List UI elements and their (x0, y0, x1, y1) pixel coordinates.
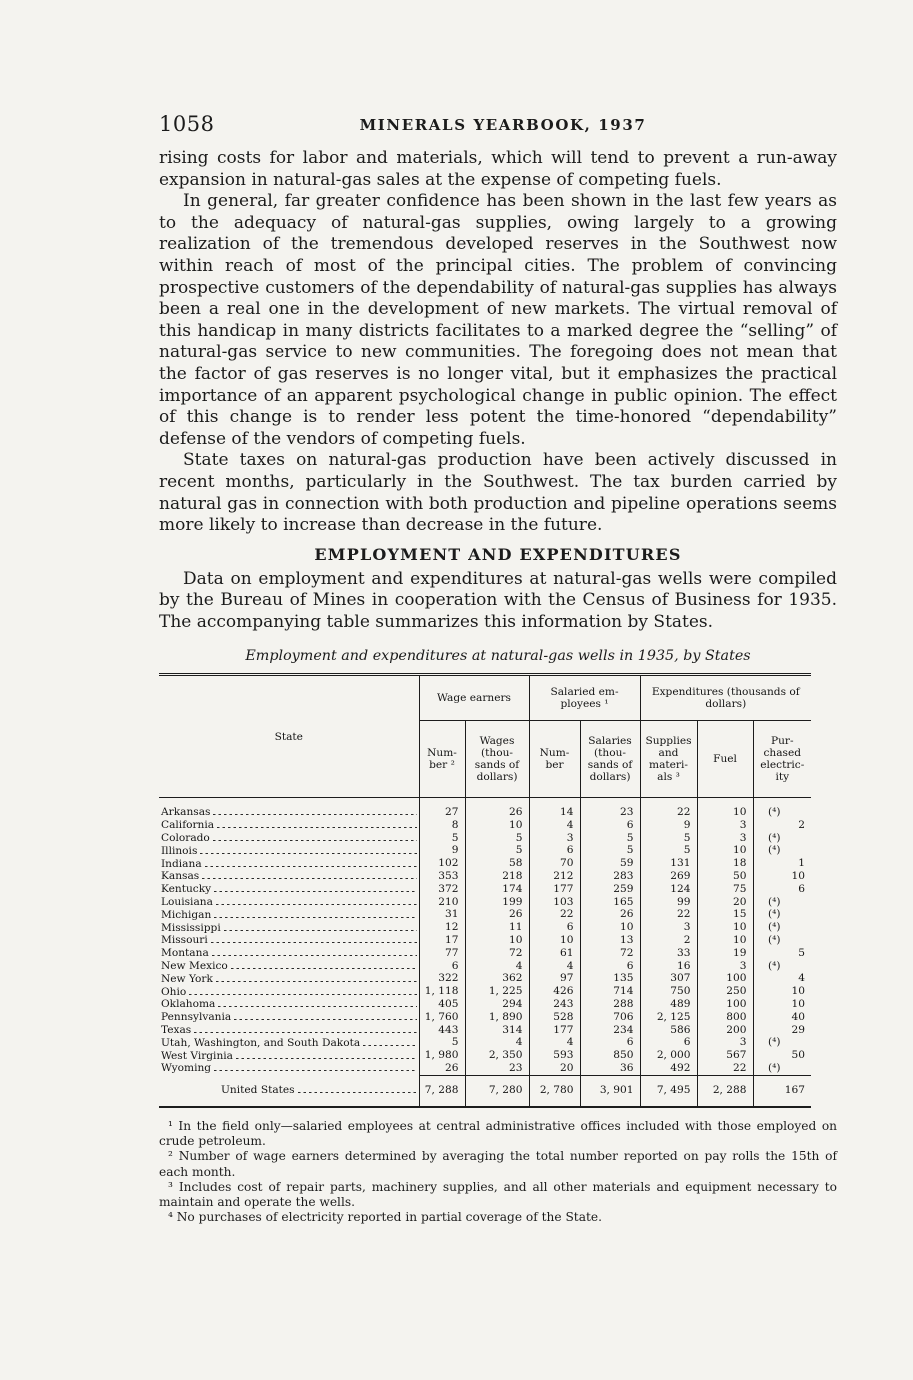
value-cell: 6 (580, 960, 640, 973)
value-cell: 77 (419, 947, 465, 960)
state-label: New York (161, 972, 213, 985)
footnote-1-text: In the field only—salaried employees at central administrative offices included with those employed on crude petroleum. (159, 1119, 838, 1149)
value-cell: 3 (697, 960, 753, 973)
value-cell: 294 (465, 998, 529, 1011)
value-cell: 850 (580, 1050, 640, 1063)
value-cell: 7, 495 (640, 1075, 697, 1107)
value-cell: 70 (529, 858, 580, 871)
table-row (159, 1011, 811, 1024)
value-cell: 10 (697, 922, 753, 935)
value-cell: 5 (419, 832, 465, 845)
state-label: Kansas (161, 870, 200, 883)
value-cell: 5 (465, 845, 529, 858)
value-cell: 218 (465, 870, 529, 883)
table-row (159, 909, 811, 922)
value-cell: 492 (640, 1062, 697, 1075)
page-content (159, 112, 837, 1225)
value-cell: 2, 350 (465, 1050, 529, 1063)
value-cell: 405 (419, 998, 465, 1011)
footnote-1 (159, 1119, 837, 1149)
value-cell: 3 (529, 832, 580, 845)
dotted-leader (234, 1011, 416, 1020)
value-cell: 22 (640, 909, 697, 922)
value-cell: 165 (580, 896, 640, 909)
dotted-leader (218, 998, 416, 1007)
state-label: Utah, Washington, and South Dakota (161, 1036, 361, 1049)
value-cell: 50 (697, 870, 753, 883)
state-label: Indiana (161, 857, 202, 870)
value-cell: 6 (580, 1037, 640, 1050)
table-header (159, 675, 811, 798)
value-cell: 5 (640, 832, 697, 845)
value-cell: 1 (753, 858, 811, 871)
table-total-row (159, 1075, 811, 1107)
value-cell: 6 (640, 1037, 697, 1050)
table-row (159, 1062, 811, 1075)
value-cell: 5 (753, 947, 811, 960)
dotted-leader (194, 1024, 416, 1033)
value-cell: 72 (465, 947, 529, 960)
footnote-4-text: No purchases of electricity reported in partial coverage of the State. (176, 1210, 602, 1225)
column-header-wages: Wages (thousands of dollars) (465, 721, 529, 798)
state-cell (159, 998, 419, 1011)
value-cell: 10 (529, 934, 580, 947)
value-cell: 706 (580, 1011, 640, 1024)
value-cell: 11 (465, 922, 529, 935)
value-cell: (⁴) (753, 798, 811, 819)
group-header-salaried-employees: Salaried employees ¹ (529, 675, 640, 721)
value-cell: 259 (580, 883, 640, 896)
state-label: Wyoming (161, 1062, 212, 1075)
value-cell: 593 (529, 1050, 580, 1063)
state-label: Oklahoma (161, 998, 216, 1011)
column-header-wage-number: Number ² (419, 721, 465, 798)
value-cell: 31 (419, 909, 465, 922)
value-cell: 36 (580, 1062, 640, 1075)
value-cell: 6 (419, 960, 465, 973)
value-cell: 528 (529, 1011, 580, 1024)
dotted-leader (212, 947, 417, 956)
running-title: MINERALS YEARBOOK, 1937 (359, 116, 647, 134)
value-cell: (⁴) (753, 1037, 811, 1050)
state-label: West Virginia (161, 1049, 233, 1062)
value-cell: 1, 980 (419, 1050, 465, 1063)
dotted-leader (217, 819, 416, 828)
state-label: Pennsylvania (161, 1011, 232, 1024)
value-cell: 4 (529, 1037, 580, 1050)
table-row (159, 845, 811, 858)
value-cell: 586 (640, 1024, 697, 1037)
value-cell: 210 (419, 896, 465, 909)
value-cell: 13 (580, 934, 640, 947)
value-cell: 124 (640, 883, 697, 896)
dotted-leader (216, 973, 417, 982)
value-cell: 26 (465, 909, 529, 922)
value-cell: 19 (697, 947, 753, 960)
value-cell: 3 (640, 922, 697, 935)
state-cell (159, 858, 419, 871)
value-cell: 372 (419, 883, 465, 896)
dotted-leader (205, 858, 417, 867)
state-cell (159, 922, 419, 935)
state-label: Colorado (161, 832, 210, 845)
dotted-leader (213, 806, 416, 815)
value-cell: 2, 125 (640, 1011, 697, 1024)
table-row (159, 1037, 811, 1050)
value-cell: 6 (529, 845, 580, 858)
dotted-leader (214, 883, 416, 892)
state-label: California (161, 819, 215, 832)
table-row (159, 998, 811, 1011)
value-cell: 2 (640, 934, 697, 947)
table-row (159, 798, 811, 819)
value-cell: 750 (640, 986, 697, 999)
value-cell: 22 (529, 909, 580, 922)
running-head (159, 112, 837, 140)
state-cell (159, 1075, 419, 1107)
value-cell: (⁴) (753, 909, 811, 922)
dotted-leader (236, 1050, 417, 1059)
value-cell: 567 (697, 1050, 753, 1063)
value-cell: 443 (419, 1024, 465, 1037)
table-row (159, 986, 811, 999)
group-header-wage-earners: Wage earners (419, 675, 529, 721)
employment-expenditures-table (159, 673, 811, 1108)
value-cell: 10 (753, 986, 811, 999)
value-cell: 362 (465, 973, 529, 986)
state-cell (159, 909, 419, 922)
value-cell: 10 (697, 845, 753, 858)
footnote-4 (159, 1210, 837, 1225)
value-cell: (⁴) (753, 922, 811, 935)
value-cell: 177 (529, 883, 580, 896)
value-cell: 1, 225 (465, 986, 529, 999)
value-cell: 20 (697, 896, 753, 909)
value-cell: 75 (697, 883, 753, 896)
state-label: New Mexico (161, 960, 228, 973)
dotted-leader (231, 960, 417, 969)
dotted-leader (213, 832, 417, 841)
value-cell: 22 (640, 798, 697, 819)
value-cell: 18 (697, 858, 753, 871)
table-row (159, 960, 811, 973)
value-cell: 714 (580, 986, 640, 999)
value-cell: 5 (465, 832, 529, 845)
value-cell: (⁴) (753, 896, 811, 909)
value-cell: 14 (529, 798, 580, 819)
state-cell (159, 819, 419, 832)
value-cell: 5 (580, 832, 640, 845)
table-row (159, 1050, 811, 1063)
value-cell: 4 (465, 1037, 529, 1050)
value-cell: 27 (419, 798, 465, 819)
column-header-fuel: Fuel (697, 721, 753, 798)
value-cell: 177 (529, 1024, 580, 1037)
table-row (159, 1024, 811, 1037)
footnote-4-marker: ⁴ (168, 1210, 173, 1225)
table-row (159, 947, 811, 960)
value-cell: 3 (697, 819, 753, 832)
value-cell: 250 (697, 986, 753, 999)
state-cell (159, 832, 419, 845)
value-cell: 23 (580, 798, 640, 819)
value-cell: 4 (529, 819, 580, 832)
value-cell: 103 (529, 896, 580, 909)
state-label: Arkansas (161, 806, 211, 819)
value-cell: 5 (580, 845, 640, 858)
value-cell: (⁴) (753, 960, 811, 973)
footnote-2 (159, 1149, 837, 1179)
paragraph-confidence: In general, far greater confidence has been shown in the last few years as to the adequacy of natural-gas supplies, owing largely to a growing realization of the tremendous developed reserves in the Southwest now within reach of most of the principal cities. The problem of convincing prospective customers of the dependability of natural-gas supplies has always been a real one in the development of new markets. The virtual removal of this handicap in many districts facilitates to a marked degree the “selling” of natural-gas service to new communities. The foregoing does not mean that the factor of gas reserves is no longer vital, but it emphasizes the practical importance of an apparent psychological change in public opinion. The effect of this change is to render less potent the time-honored “dependability” defense of the vendors of competing fuels. (159, 191, 837, 449)
state-cell (159, 1062, 419, 1075)
value-cell: 12 (419, 922, 465, 935)
value-cell: 269 (640, 870, 697, 883)
state-cell (159, 1050, 419, 1063)
value-cell: 26 (580, 909, 640, 922)
footnotes (159, 1119, 837, 1225)
value-cell: (⁴) (753, 934, 811, 947)
value-cell: 135 (580, 973, 640, 986)
value-cell: 100 (697, 973, 753, 986)
state-cell (159, 973, 419, 986)
value-cell: 243 (529, 998, 580, 1011)
value-cell: 3, 901 (580, 1075, 640, 1107)
column-header-salaries: Salaries (thousands of dollars) (580, 721, 640, 798)
state-label: Montana (161, 947, 209, 960)
footnote-2-text: Number of wage earners determined by averaging the total number reported on pay rolls the 15th of each month. (159, 1149, 837, 1179)
value-cell: 10 (465, 819, 529, 832)
table-row (159, 922, 811, 935)
value-cell: 22 (697, 1062, 753, 1075)
value-cell: 4 (465, 960, 529, 973)
value-cell: 489 (640, 998, 697, 1011)
value-cell: 426 (529, 986, 580, 999)
value-cell: 212 (529, 870, 580, 883)
value-cell: 10 (465, 934, 529, 947)
state-label: Missouri (161, 934, 208, 947)
value-cell: 20 (529, 1062, 580, 1075)
value-cell: 7, 288 (419, 1075, 465, 1107)
value-cell: 6 (753, 883, 811, 896)
state-label: Michigan (161, 908, 212, 921)
state-cell (159, 986, 419, 999)
value-cell: 800 (697, 1011, 753, 1024)
value-cell: 10 (697, 934, 753, 947)
state-cell (159, 1024, 419, 1037)
dotted-leader (202, 870, 416, 879)
value-cell: 9 (640, 819, 697, 832)
value-cell: 10 (753, 870, 811, 883)
dotted-leader (214, 1062, 416, 1071)
footnote-3 (159, 1180, 837, 1210)
value-cell: (⁴) (753, 845, 811, 858)
value-cell: 15 (697, 909, 753, 922)
dotted-leader (189, 986, 416, 995)
dotted-leader (298, 1084, 417, 1093)
state-cell (159, 960, 419, 973)
state-cell (159, 883, 419, 896)
table-wrapper (159, 673, 837, 1108)
state-cell (159, 896, 419, 909)
value-cell: 167 (753, 1075, 811, 1107)
value-cell: 10 (580, 922, 640, 935)
value-cell: 10 (697, 798, 753, 819)
table-body (159, 798, 811, 1107)
state-cell (159, 1037, 419, 1050)
value-cell: 26 (465, 798, 529, 819)
section-heading: EMPLOYMENT AND EXPENDITURES (314, 544, 682, 564)
value-cell: 9 (419, 845, 465, 858)
value-cell: 2, 288 (697, 1075, 753, 1107)
value-cell: (⁴) (753, 832, 811, 845)
value-cell: 16 (640, 960, 697, 973)
column-header-state: State (159, 675, 419, 798)
value-cell: 307 (640, 973, 697, 986)
paragraph-taxes: State taxes on natural-gas production have been actively discussed in recent months, particularly in the Southwest. The tax burden carried by natural gas in connection with both production and pipeline operations seems more likely to increase than decrease in the future. (159, 450, 837, 536)
footnote-2-marker: ² (168, 1149, 173, 1164)
dotted-leader (363, 1037, 416, 1046)
value-cell: 33 (640, 947, 697, 960)
state-cell (159, 1011, 419, 1024)
value-cell: 1, 118 (419, 986, 465, 999)
value-cell: 59 (580, 858, 640, 871)
value-cell: 23 (465, 1062, 529, 1075)
footnote-1-marker: ¹ (168, 1119, 173, 1133)
value-cell: 102 (419, 858, 465, 871)
table-row (159, 832, 811, 845)
state-label: Texas (161, 1024, 192, 1037)
value-cell: 199 (465, 896, 529, 909)
table-row (159, 973, 811, 986)
value-cell: 2 (753, 819, 811, 832)
state-label: Louisiana (161, 896, 213, 909)
value-cell: 322 (419, 973, 465, 986)
value-cell: 3 (697, 832, 753, 845)
value-cell: 10 (753, 998, 811, 1011)
value-cell: 8 (419, 819, 465, 832)
value-cell: 7, 280 (465, 1075, 529, 1107)
value-cell: 288 (580, 998, 640, 1011)
value-cell: 234 (580, 1024, 640, 1037)
value-cell: 58 (465, 858, 529, 871)
value-cell: 6 (529, 922, 580, 935)
value-cell: 29 (753, 1024, 811, 1037)
group-header-expenditures: Expenditures (thousands of dollars) (640, 675, 811, 721)
value-cell: 97 (529, 973, 580, 986)
table-caption: Employment and expenditures at natural-gas wells in 1935, by States (245, 648, 751, 665)
table-row (159, 896, 811, 909)
value-cell: 6 (580, 819, 640, 832)
value-cell: 2, 780 (529, 1075, 580, 1107)
state-cell (159, 845, 419, 858)
column-header-supplies: Supplies and materials ³ (640, 721, 697, 798)
value-cell: 4 (529, 960, 580, 973)
column-header-purchased-electricity: Purchased electricity (753, 721, 811, 798)
footnote-3-text: Includes cost of repair parts, machinery supplies, and all other materials and equipment necessary to maintain and operate the wells. (159, 1179, 837, 1210)
state-label: Illinois (161, 844, 198, 857)
table-row (159, 858, 811, 871)
page-number: 1058 (159, 112, 215, 136)
value-cell: (⁴) (753, 1062, 811, 1075)
dotted-leader (200, 845, 416, 854)
value-cell: 283 (580, 870, 640, 883)
value-cell: 353 (419, 870, 465, 883)
state-cell (159, 870, 419, 883)
value-cell: 131 (640, 858, 697, 871)
state-label: Ohio (161, 985, 187, 998)
footnote-3-marker: ³ (168, 1179, 173, 1194)
table-row (159, 934, 811, 947)
value-cell: 26 (419, 1062, 465, 1075)
value-cell: 3 (697, 1037, 753, 1050)
paragraph-data-intro: Data on employment and expenditures at natural-gas wells were compiled by the Bureau of Mines in cooperation with the Census of Business for 1935. The accompanying table summarizes this information by States. (159, 568, 837, 632)
value-cell: 4 (753, 973, 811, 986)
column-header-salaried-number: Number (529, 721, 580, 798)
dotted-leader (214, 909, 416, 918)
state-cell (159, 934, 419, 947)
dotted-leader (211, 934, 417, 943)
value-cell: 72 (580, 947, 640, 960)
value-cell: 40 (753, 1011, 811, 1024)
value-cell: 17 (419, 934, 465, 947)
state-cell (159, 947, 419, 960)
value-cell: 100 (697, 998, 753, 1011)
value-cell: 314 (465, 1024, 529, 1037)
value-cell: 5 (419, 1037, 465, 1050)
value-cell: 200 (697, 1024, 753, 1037)
dotted-leader (216, 896, 417, 905)
value-cell: 99 (640, 896, 697, 909)
value-cell: 50 (753, 1050, 811, 1063)
table-row (159, 883, 811, 896)
state-label: United States (221, 1084, 295, 1097)
state-label: Kentucky (161, 883, 212, 896)
dotted-leader (224, 922, 417, 931)
value-cell: 2, 000 (640, 1050, 697, 1063)
value-cell: 1, 760 (419, 1011, 465, 1024)
table-row (159, 870, 811, 883)
state-label: Mississippi (161, 921, 221, 934)
state-cell (159, 798, 419, 819)
value-cell: 174 (465, 883, 529, 896)
paragraph-continuation: rising costs for labor and materials, which will tend to prevent a run-away expansion in natural-gas sales at the expense of competing fuels. (159, 148, 837, 190)
value-cell: 61 (529, 947, 580, 960)
value-cell: 5 (640, 845, 697, 858)
value-cell: 1, 890 (465, 1011, 529, 1024)
table-row (159, 819, 811, 832)
